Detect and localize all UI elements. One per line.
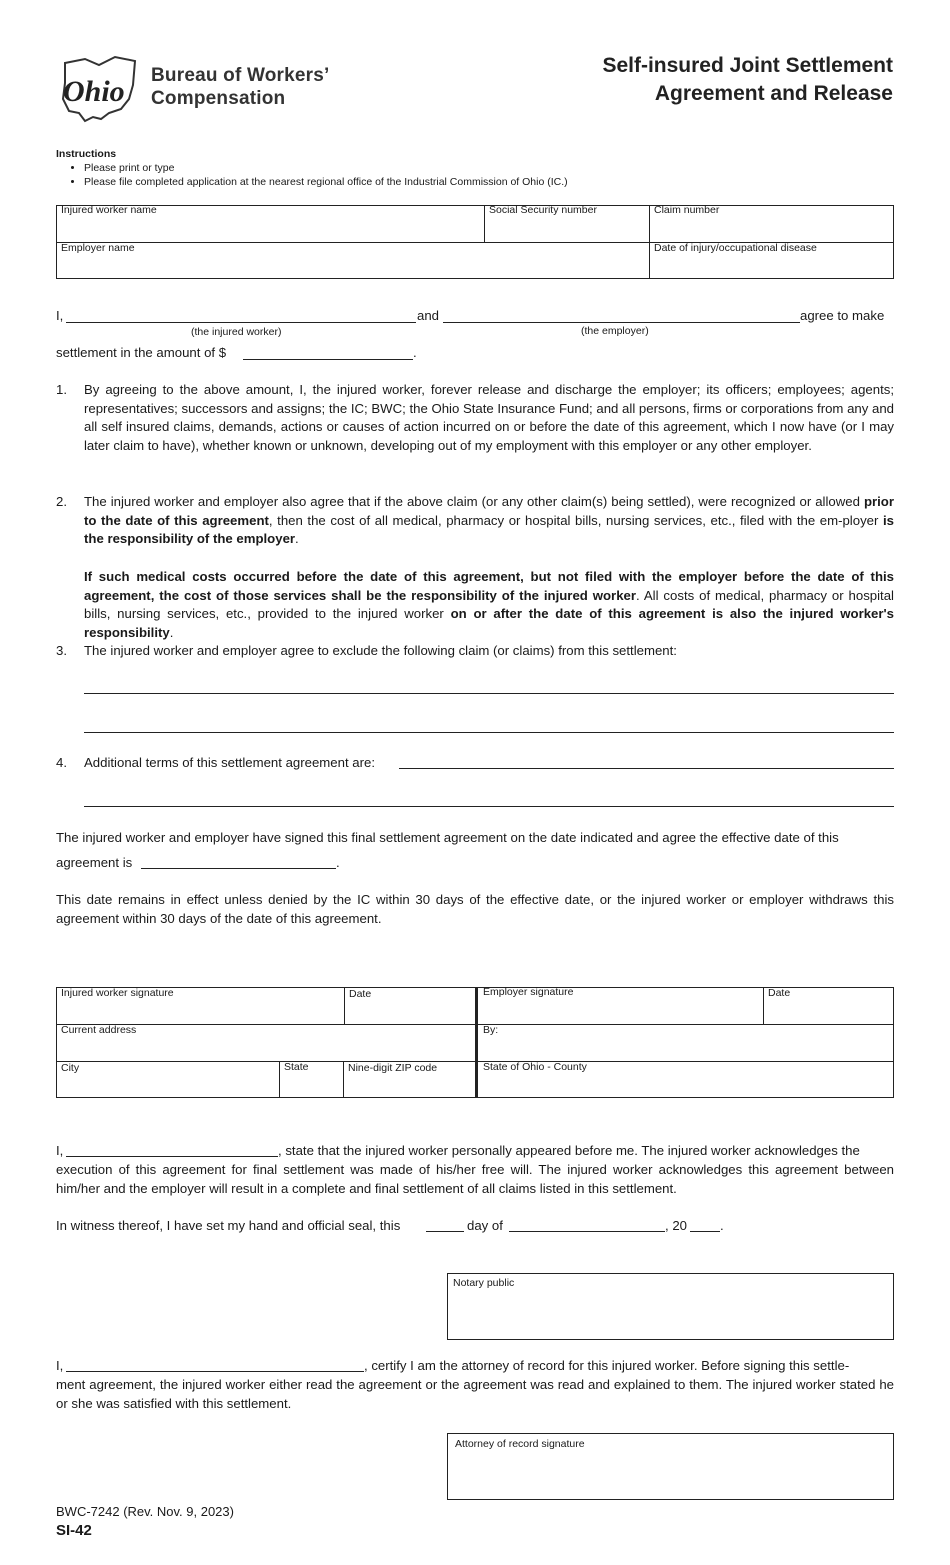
- agency-line-2: Compensation: [151, 88, 286, 109]
- notary-text-1: , state that the injured worker personally appeared before me. The injured worker acknowledges the: [278, 1143, 860, 1158]
- item-2-number: 2.: [56, 494, 67, 509]
- period: .: [413, 345, 417, 360]
- worker-caption: (the injured worker): [191, 326, 282, 338]
- date-of-injury-field[interactable]: Date of injury/occupational disease: [654, 242, 817, 254]
- effective-date-remains: This date remains in effect unless denied by the IC within 30 days of the effective date, or the injured worker or employer withdraws this agreement within 30 days of the date of this agreement.: [56, 892, 894, 926]
- title-line-1: Self-insured Joint Settlement: [602, 54, 893, 77]
- additional-terms-line-2[interactable]: [84, 806, 894, 807]
- injured-worker-blank[interactable]: [66, 322, 416, 323]
- form-number: BWC-7242 (Rev. Nov. 9, 2023): [56, 1504, 234, 1519]
- claim-number-field[interactable]: Claim number: [654, 204, 720, 216]
- injured-worker-signature-field[interactable]: Injured worker signature: [61, 987, 174, 999]
- instruction-item: • Please print or type: [84, 161, 568, 175]
- attorney-signature-field[interactable]: [447, 1433, 894, 1500]
- witness-day-blank[interactable]: [426, 1231, 464, 1232]
- item-4-text: Additional terms of this settlement agreement are:: [84, 755, 376, 770]
- employer-name-field[interactable]: Employer name: [61, 242, 135, 254]
- period: .: [720, 1218, 724, 1233]
- form-code: SI-42: [56, 1522, 92, 1539]
- agreement-agree-to-make: agree to make: [800, 308, 885, 323]
- attorney-text-2: ment agreement, the injured worker either read the agreement or the agreement was read and explained to them. The injured worker stated he or she was satisfied with this settlement.: [56, 1377, 894, 1411]
- agreement-and: and: [417, 308, 440, 323]
- page-title: [602, 52, 893, 108]
- notary-i-prefix: I,: [56, 1143, 64, 1158]
- employer-by-field[interactable]: By:: [483, 1024, 499, 1036]
- notary-public-field[interactable]: [447, 1273, 894, 1340]
- notary-text-2: execution of this agreement for final settlement was made of his/her free will. The injured worker acknowledges this agreement between him/her and the employer will result in a complete and final settlement of all claims listed in this settlement.: [56, 1162, 894, 1196]
- settlement-amount-blank[interactable]: [243, 359, 413, 360]
- item-2-text: The injured worker and employer also agree that if the above claim (or any other claim(s) being settled), were recognized or allowed prior to the date of this agreement, then the cost of all medical, pharmacy or hospital bills, nursing services, etc., filed with the em-ployer is the responsibility of the employer.: [84, 494, 894, 547]
- current-address-field[interactable]: Current address: [61, 1024, 137, 1036]
- agency-line-1: Bureau of Workers’: [151, 65, 330, 86]
- agency-name: [151, 64, 330, 110]
- agreement-i-prefix: I,: [56, 308, 64, 323]
- attorney-i-prefix: I,: [56, 1358, 64, 1373]
- instructions-heading: Instructions: [56, 148, 117, 160]
- employer-caption: (the employer): [581, 325, 649, 337]
- worker-date-field[interactable]: Date: [349, 988, 372, 1000]
- settlement-amount-label: settlement in the amount of $: [56, 345, 227, 360]
- notary-public-label: Notary public: [453, 1277, 515, 1289]
- witness-month-blank[interactable]: [509, 1231, 665, 1232]
- witness-year-blank[interactable]: [690, 1231, 720, 1232]
- period: .: [336, 855, 340, 870]
- witness-text-3: , 20: [665, 1218, 687, 1233]
- county-field[interactable]: State of Ohio - County: [483, 1061, 587, 1073]
- excluded-claims-line-2[interactable]: [84, 732, 894, 733]
- witness-text-1: In witness thereof, I have set my hand and official seal, this: [56, 1218, 401, 1233]
- zip-field[interactable]: Nine-digit ZIP code: [348, 1062, 438, 1074]
- ohio-script-logo: Ohio: [63, 75, 125, 108]
- attorney-name-blank[interactable]: [66, 1371, 364, 1372]
- employer-blank[interactable]: [443, 322, 800, 323]
- additional-terms-line-1[interactable]: [399, 768, 894, 769]
- effective-date-text-1: The injured worker and employer have signed this final settlement agreement on the date indicated and agree the effective date of this: [56, 830, 839, 845]
- employer-date-field[interactable]: Date: [768, 987, 791, 999]
- state-field[interactable]: State: [284, 1061, 309, 1073]
- item-3-number: 3.: [56, 643, 67, 658]
- injured-worker-name-field[interactable]: Injured worker name: [61, 204, 157, 216]
- item-2-bold-paragraph: If such medical costs occurred before the date of this agreement, but not filed with the employer before the date of this agreement, the cost of those services shall be the responsibility of the injured worker. All costs of medical, pharmacy or hospital bills, nursing services, etc., provided to the injured worker on or after the date of this agreement is also the injured worker's responsibility.: [84, 569, 894, 641]
- city-field[interactable]: City: [61, 1062, 80, 1074]
- title-line-2: Agreement and Release: [654, 82, 893, 105]
- item-4-number: 4.: [56, 755, 67, 770]
- witness-text-2: day of: [467, 1218, 503, 1233]
- excluded-claims-line-1[interactable]: [84, 693, 894, 694]
- item-1-text: By agreeing to the above amount, I, the injured worker, forever release and discharge the employer; its officers; employees; agents; representatives; successors and assigns; the IC; BWC; the Ohio State Insurance Fund; and all persons, firms or corporations from any and all self insured claims, demands, actions or causes of action incurred on or before the date of this agreement, which I now have (or I may later claim to have), whether known or unknown, developing out of my employment with this employer or any other employer.: [84, 382, 894, 454]
- notary-name-blank[interactable]: [66, 1156, 278, 1157]
- attorney-text-1: , certify I am the attorney of record for this injured worker. Before signing this settle-: [364, 1358, 850, 1373]
- item-3-text: The injured worker and employer agree to exclude the following claim (or claims) from this settlement:: [84, 643, 677, 658]
- item-1-number: 1.: [56, 382, 67, 397]
- attorney-signature-label: Attorney of record signature: [455, 1438, 585, 1450]
- ohio-state-outline-icon: [55, 55, 145, 125]
- effective-date-blank[interactable]: [141, 868, 336, 869]
- employer-signature-field[interactable]: Employer signature: [483, 986, 574, 998]
- instructions: [56, 147, 568, 189]
- effective-date-text-2: agreement is: [56, 855, 133, 870]
- instruction-item: • Please file completed application at the nearest regional office of the Industrial Commission of Ohio (IC.): [84, 175, 568, 189]
- ssn-field[interactable]: Social Security number: [489, 204, 597, 216]
